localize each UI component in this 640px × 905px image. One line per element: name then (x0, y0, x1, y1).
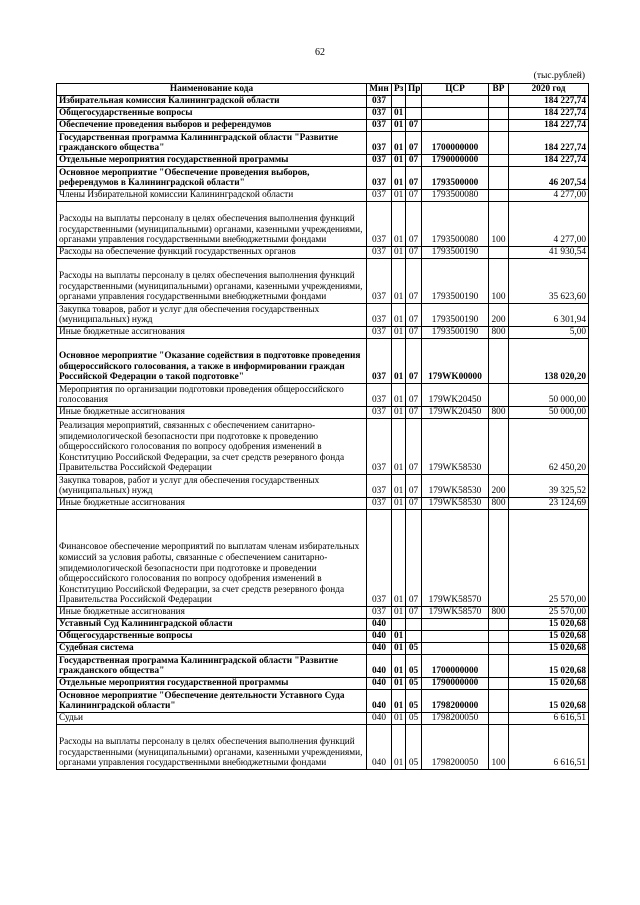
cell-name: Государственная программа Калининградской области "Развитие гражданского общества" (57, 132, 367, 155)
cell-csr (422, 120, 489, 132)
cell-csr: 1790000000 (422, 155, 489, 167)
unit-label: (тыс.рублей) (533, 71, 585, 81)
cell-vr (489, 713, 509, 725)
cell-sum: 23 124,69 (509, 498, 589, 510)
cell-pr: 07 (406, 419, 422, 475)
cell-name: Судебная система (57, 643, 367, 655)
cell-min: 037 (367, 167, 392, 190)
cell-vr (489, 132, 509, 155)
page-number: 62 (315, 47, 325, 58)
cell-rz: 01 (392, 247, 406, 259)
cell-rz: 01 (392, 190, 406, 202)
cell-rz: 01 (392, 304, 406, 327)
cell-pr: 05 (406, 643, 422, 655)
cell-vr (489, 155, 509, 167)
cell-sum: 138 020,20 (509, 339, 589, 384)
cell-name: Иные бюджетные ассигнования (57, 407, 367, 419)
cell-rz: 01 (392, 327, 406, 339)
cell-csr (422, 108, 489, 120)
cell-rz: 01 (392, 631, 406, 643)
cell-vr: 200 (489, 475, 509, 498)
table-row (57, 475, 589, 498)
header-min: Мин (367, 84, 392, 96)
cell-name: Общегосударственные вопросы (57, 108, 367, 120)
cell-name: Отдельные мероприятия государственной программы (57, 155, 367, 167)
cell-min: 040 (367, 678, 392, 690)
cell-sum: 50 000,00 (509, 407, 589, 419)
cell-min: 037 (367, 96, 392, 108)
cell-sum: 25 570,00 (509, 510, 589, 607)
table-row (57, 167, 589, 190)
cell-name: Основное мероприятие "Оказание содействия в подготовке проведения общероссийского голосования, а также в информировании граждан Российской Федерации о такой подготовке" (57, 339, 367, 384)
cell-name: Основное мероприятие "Обеспечение деятельности Уставного Суда Калининградской области" (57, 690, 367, 713)
cell-csr: 1793500190 (422, 247, 489, 259)
table-row (57, 407, 589, 419)
cell-csr: 179WK58530 (422, 498, 489, 510)
cell-csr: 179WK58570 (422, 510, 489, 607)
cell-rz: 01 (392, 384, 406, 407)
cell-sum: 25 570,00 (509, 607, 589, 619)
cell-name: Финансовое обеспечение мероприятий по выплатам членам избирательных комиссий за условия работы, связанные с обеспечением санитарно-эпидемиологической безопасности при подготовке и проведении общероссийского голосования по вопросу одобрения изменений в Конституцию Российской Федерации, за счет средств резервного фонда Правительства Российской Федерации (57, 510, 367, 607)
cell-name: Расходы на выплаты персоналу в целях обеспечения выполнения функций государственными (муниципальными) органами, казенными учреждениями, органами управления государственными внебюджетными фондами (57, 202, 367, 247)
cell-vr (489, 419, 509, 475)
cell-sum: 35 623,60 (509, 259, 589, 304)
cell-min: 037 (367, 247, 392, 259)
cell-min: 037 (367, 419, 392, 475)
cell-min: 037 (367, 108, 392, 120)
cell-rz: 01 (392, 259, 406, 304)
cell-min: 037 (367, 339, 392, 384)
cell-sum: 15 020,68 (509, 643, 589, 655)
cell-rz: 01 (392, 339, 406, 384)
cell-vr: 800 (489, 327, 509, 339)
cell-vr: 100 (489, 259, 509, 304)
cell-rz (392, 619, 406, 631)
cell-pr: 07 (406, 384, 422, 407)
cell-vr (489, 247, 509, 259)
cell-name: Судьи (57, 713, 367, 725)
cell-vr (489, 96, 509, 108)
cell-min: 037 (367, 607, 392, 619)
table-row (57, 202, 589, 247)
cell-csr: 179WK20450 (422, 407, 489, 419)
cell-csr: 179WK58530 (422, 475, 489, 498)
table-row (57, 96, 589, 108)
table-row (57, 108, 589, 120)
cell-pr: 07 (406, 190, 422, 202)
cell-rz: 01 (392, 725, 406, 770)
header-name: Наименование кода (57, 84, 367, 96)
cell-sum: 39 325,52 (509, 475, 589, 498)
cell-csr: 1793500000 (422, 167, 489, 190)
table-row (57, 419, 589, 475)
cell-rz: 01 (392, 607, 406, 619)
cell-min: 040 (367, 725, 392, 770)
cell-name: Реализация мероприятий, связанных с обеспечением санитарно-эпидемиологической безопасности при подготовке к проведению общероссийского голосования по вопросу одобрения изменений в Конституцию Российской Федерации, за счет средств резервного фонда Правительства Российской Федерации (57, 419, 367, 475)
cell-pr: 05 (406, 725, 422, 770)
cell-min: 037 (367, 510, 392, 607)
cell-min: 037 (367, 120, 392, 132)
cell-sum: 15 020,68 (509, 655, 589, 678)
cell-min: 037 (367, 202, 392, 247)
cell-vr: 800 (489, 607, 509, 619)
table-row (57, 384, 589, 407)
cell-min: 040 (367, 619, 392, 631)
cell-name: Закупка товаров, работ и услуг для обеспечения государственных (муниципальных) нужд (57, 304, 367, 327)
table-row (57, 713, 589, 725)
cell-vr (489, 339, 509, 384)
cell-min: 037 (367, 155, 392, 167)
cell-sum: 50 000,00 (509, 384, 589, 407)
cell-pr: 05 (406, 690, 422, 713)
table-row (57, 655, 589, 678)
cell-rz: 01 (392, 655, 406, 678)
cell-rz: 01 (392, 713, 406, 725)
cell-rz: 01 (392, 475, 406, 498)
cell-pr (406, 96, 422, 108)
cell-pr: 07 (406, 247, 422, 259)
cell-sum: 15 020,68 (509, 619, 589, 631)
cell-sum: 4 277,00 (509, 190, 589, 202)
cell-pr: 07 (406, 498, 422, 510)
cell-rz (392, 96, 406, 108)
cell-min: 040 (367, 690, 392, 713)
cell-name: Иные бюджетные ассигнования (57, 327, 367, 339)
cell-vr: 200 (489, 304, 509, 327)
table-row (57, 339, 589, 384)
cell-pr: 07 (406, 475, 422, 498)
table-row (57, 155, 589, 167)
cell-name: Уставный Суд Калининградской области (57, 619, 367, 631)
table-row (57, 725, 589, 770)
budget-table (56, 83, 589, 770)
cell-name: Избирательная комиссия Калининградской области (57, 96, 367, 108)
cell-name: Члены Избирательной комиссии Калининградской области (57, 190, 367, 202)
cell-vr: 100 (489, 725, 509, 770)
cell-csr (422, 96, 489, 108)
cell-min: 037 (367, 259, 392, 304)
cell-pr: 07 (406, 327, 422, 339)
cell-csr (422, 631, 489, 643)
cell-pr: 07 (406, 304, 422, 327)
cell-pr: 05 (406, 655, 422, 678)
cell-rz: 01 (392, 202, 406, 247)
cell-csr: 1793500190 (422, 304, 489, 327)
cell-rz: 01 (392, 132, 406, 155)
cell-min: 040 (367, 655, 392, 678)
cell-vr: 100 (489, 202, 509, 247)
table-row (57, 690, 589, 713)
cell-min: 037 (367, 498, 392, 510)
cell-rz: 01 (392, 167, 406, 190)
table-row (57, 643, 589, 655)
cell-csr: 179WK58530 (422, 419, 489, 475)
cell-sum: 184 227,74 (509, 108, 589, 120)
cell-pr: 07 (406, 510, 422, 607)
cell-csr: 1793500080 (422, 190, 489, 202)
cell-csr (422, 619, 489, 631)
cell-csr: 179WK20450 (422, 384, 489, 407)
cell-rz: 01 (392, 419, 406, 475)
header-pr: Пр (406, 84, 422, 96)
cell-csr: 1793500190 (422, 259, 489, 304)
cell-pr: 07 (406, 407, 422, 419)
cell-csr: 179WK58570 (422, 607, 489, 619)
cell-name: Расходы на выплаты персоналу в целях обеспечения выполнения функций государственными (муниципальными) органами, казенными учреждениями, органами управления государственными внебюджетными фондами (57, 725, 367, 770)
header-sum: 2020 год (509, 84, 589, 96)
cell-rz: 01 (392, 498, 406, 510)
table-row (57, 510, 589, 607)
cell-pr: 05 (406, 678, 422, 690)
cell-csr: 179WK00000 (422, 339, 489, 384)
table-row (57, 631, 589, 643)
table-row (57, 259, 589, 304)
cell-csr: 1793500190 (422, 327, 489, 339)
cell-sum: 15 020,68 (509, 690, 589, 713)
cell-vr (489, 619, 509, 631)
cell-vr (489, 690, 509, 713)
cell-vr (489, 643, 509, 655)
cell-pr: 07 (406, 167, 422, 190)
cell-rz: 01 (392, 690, 406, 713)
cell-rz: 01 (392, 643, 406, 655)
cell-rz: 01 (392, 510, 406, 607)
cell-pr: 07 (406, 132, 422, 155)
cell-vr (489, 190, 509, 202)
cell-min: 037 (367, 132, 392, 155)
cell-pr: 05 (406, 713, 422, 725)
cell-vr (489, 678, 509, 690)
cell-vr (489, 120, 509, 132)
cell-rz: 01 (392, 108, 406, 120)
cell-pr: 07 (406, 120, 422, 132)
header-vr: ВР (489, 84, 509, 96)
cell-name: Общегосударственные вопросы (57, 631, 367, 643)
header-rz: Рз (392, 84, 406, 96)
table-row (57, 247, 589, 259)
cell-vr (489, 655, 509, 678)
cell-sum: 5,00 (509, 327, 589, 339)
cell-rz: 01 (392, 678, 406, 690)
table-row (57, 132, 589, 155)
table-row (57, 678, 589, 690)
cell-csr: 1700000000 (422, 132, 489, 155)
cell-rz: 01 (392, 407, 406, 419)
cell-pr: 07 (406, 339, 422, 384)
cell-sum: 184 227,74 (509, 132, 589, 155)
table-row (57, 304, 589, 327)
cell-name: Государственная программа Калининградской области "Развитие гражданского общества" (57, 655, 367, 678)
cell-pr (406, 631, 422, 643)
table-row (57, 327, 589, 339)
cell-csr (422, 643, 489, 655)
cell-pr (406, 619, 422, 631)
cell-vr: 800 (489, 498, 509, 510)
cell-vr (489, 510, 509, 607)
cell-pr (406, 108, 422, 120)
cell-pr: 07 (406, 607, 422, 619)
cell-sum: 15 020,68 (509, 678, 589, 690)
cell-sum: 62 450,20 (509, 419, 589, 475)
cell-name: Закупка товаров, работ и услуг для обеспечения государственных (муниципальных) нужд (57, 475, 367, 498)
cell-sum: 6 616,51 (509, 725, 589, 770)
cell-csr: 1700000000 (422, 655, 489, 678)
table-row (57, 120, 589, 132)
cell-name: Расходы на обеспечение функций государственных органов (57, 247, 367, 259)
cell-sum: 184 227,74 (509, 155, 589, 167)
cell-name: Основное мероприятие "Обеспечение проведения выборов, референдумов в Калининградской области" (57, 167, 367, 190)
cell-min: 037 (367, 475, 392, 498)
cell-sum: 41 930,54 (509, 247, 589, 259)
cell-min: 040 (367, 643, 392, 655)
cell-name: Мероприятия по организации подготовки проведения общероссийского голосования (57, 384, 367, 407)
cell-min: 040 (367, 713, 392, 725)
cell-csr: 1790000000 (422, 678, 489, 690)
cell-vr (489, 167, 509, 190)
cell-vr (489, 384, 509, 407)
cell-sum: 4 277,00 (509, 202, 589, 247)
cell-pr: 07 (406, 259, 422, 304)
table-body (57, 96, 589, 770)
cell-rz: 01 (392, 120, 406, 132)
cell-min: 040 (367, 631, 392, 643)
cell-vr (489, 108, 509, 120)
cell-min: 037 (367, 304, 392, 327)
table-row (57, 619, 589, 631)
cell-sum: 6 616,51 (509, 713, 589, 725)
cell-name: Иные бюджетные ассигнования (57, 607, 367, 619)
cell-vr (489, 631, 509, 643)
cell-min: 037 (367, 407, 392, 419)
cell-pr: 07 (406, 155, 422, 167)
cell-name: Расходы на выплаты персоналу в целях обеспечения выполнения функций государственными (муниципальными) органами, казенными учреждениями, органами управления государственными внебюджетными фондами (57, 259, 367, 304)
cell-name: Отдельные мероприятия государственной программы (57, 678, 367, 690)
table-row (57, 498, 589, 510)
cell-sum: 15 020,68 (509, 631, 589, 643)
cell-vr: 800 (489, 407, 509, 419)
cell-min: 037 (367, 190, 392, 202)
cell-rz: 01 (392, 155, 406, 167)
cell-csr: 1798200050 (422, 713, 489, 725)
cell-csr: 1793500080 (422, 202, 489, 247)
table-row (57, 607, 589, 619)
cell-csr: 1798200050 (422, 725, 489, 770)
cell-name: Иные бюджетные ассигнования (57, 498, 367, 510)
cell-min: 037 (367, 327, 392, 339)
cell-min: 037 (367, 384, 392, 407)
table-row (57, 190, 589, 202)
cell-name: Обеспечение проведения выборов и референдумов (57, 120, 367, 132)
header-csr: ЦСР (422, 84, 489, 96)
cell-pr: 07 (406, 202, 422, 247)
cell-sum: 6 301,94 (509, 304, 589, 327)
cell-csr: 1798200000 (422, 690, 489, 713)
cell-sum: 184 227,74 (509, 96, 589, 108)
cell-sum: 46 207,54 (509, 167, 589, 190)
table-header-row (57, 84, 589, 96)
cell-sum: 184 227,74 (509, 120, 589, 132)
